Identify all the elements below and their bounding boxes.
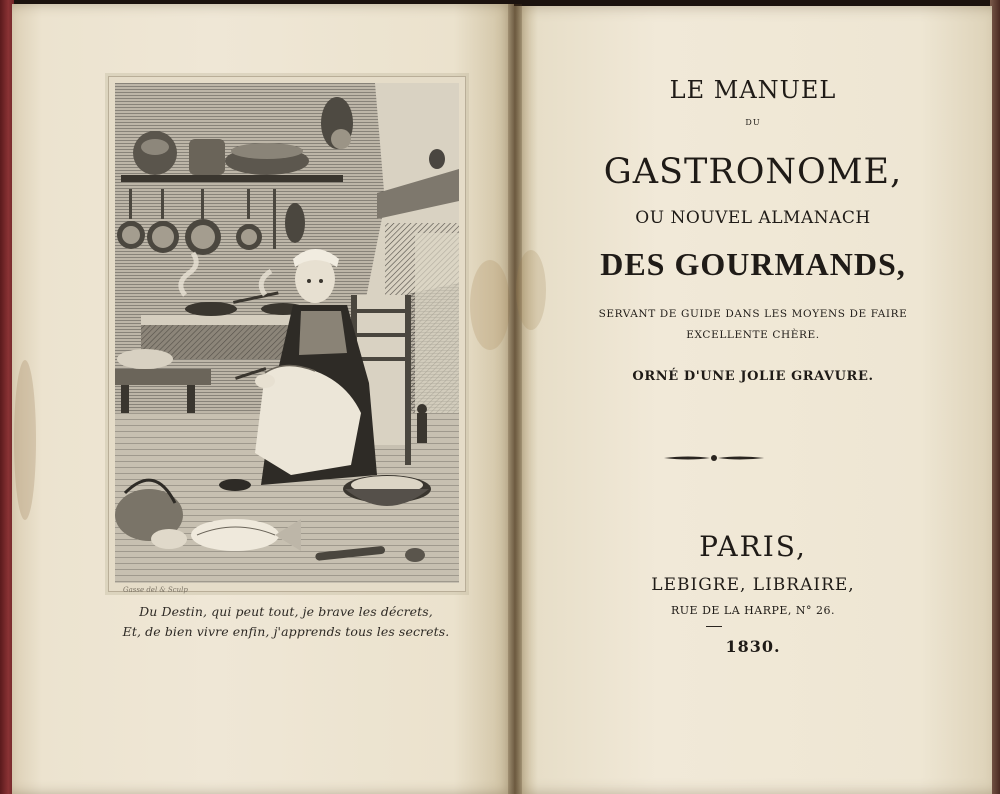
imprint-address: RUE DE LA HARPE, N° 26. <box>670 604 836 617</box>
engraver-signature: Gasse del & Sculp <box>123 586 188 594</box>
title-line-le-manuel: LE MANUEL <box>669 76 837 104</box>
subtitle-des-gourmands: DES GOURMANDS, <box>600 246 906 282</box>
subtitle-nouvel-almanach: OU NOUVEL ALMANACH <box>635 208 871 228</box>
description-line-1: SERVANT DE GUIDE DANS LES MOYENS DE FAIRE <box>598 308 908 320</box>
ornament-divider-icon <box>664 452 764 464</box>
caption-line-2: Et, de bien vivre enfin, j'apprends tous les secrets. <box>122 624 450 639</box>
title-du: DU <box>745 118 761 127</box>
imprint-city: PARIS, <box>699 530 807 563</box>
engraving-plate <box>108 76 466 592</box>
imprint-year: 1830. <box>725 637 781 656</box>
imprint-rule <box>706 626 722 627</box>
caption-line-1: Du Destin, qui peut tout, je brave les décrets, <box>139 604 433 619</box>
description-line-2: EXCELLENTE CHÈRE. <box>686 329 820 341</box>
illustration-note: ORNÉ D'UNE JOLIE GRAVURE. <box>632 369 874 384</box>
kitchen-scene-illustration <box>115 83 459 583</box>
imprint-publisher: LEBIGRE, LIBRAIRE, <box>651 575 855 595</box>
title-gastronome: GASTRONOME, <box>603 152 903 192</box>
kitchen-engraving <box>115 83 459 583</box>
